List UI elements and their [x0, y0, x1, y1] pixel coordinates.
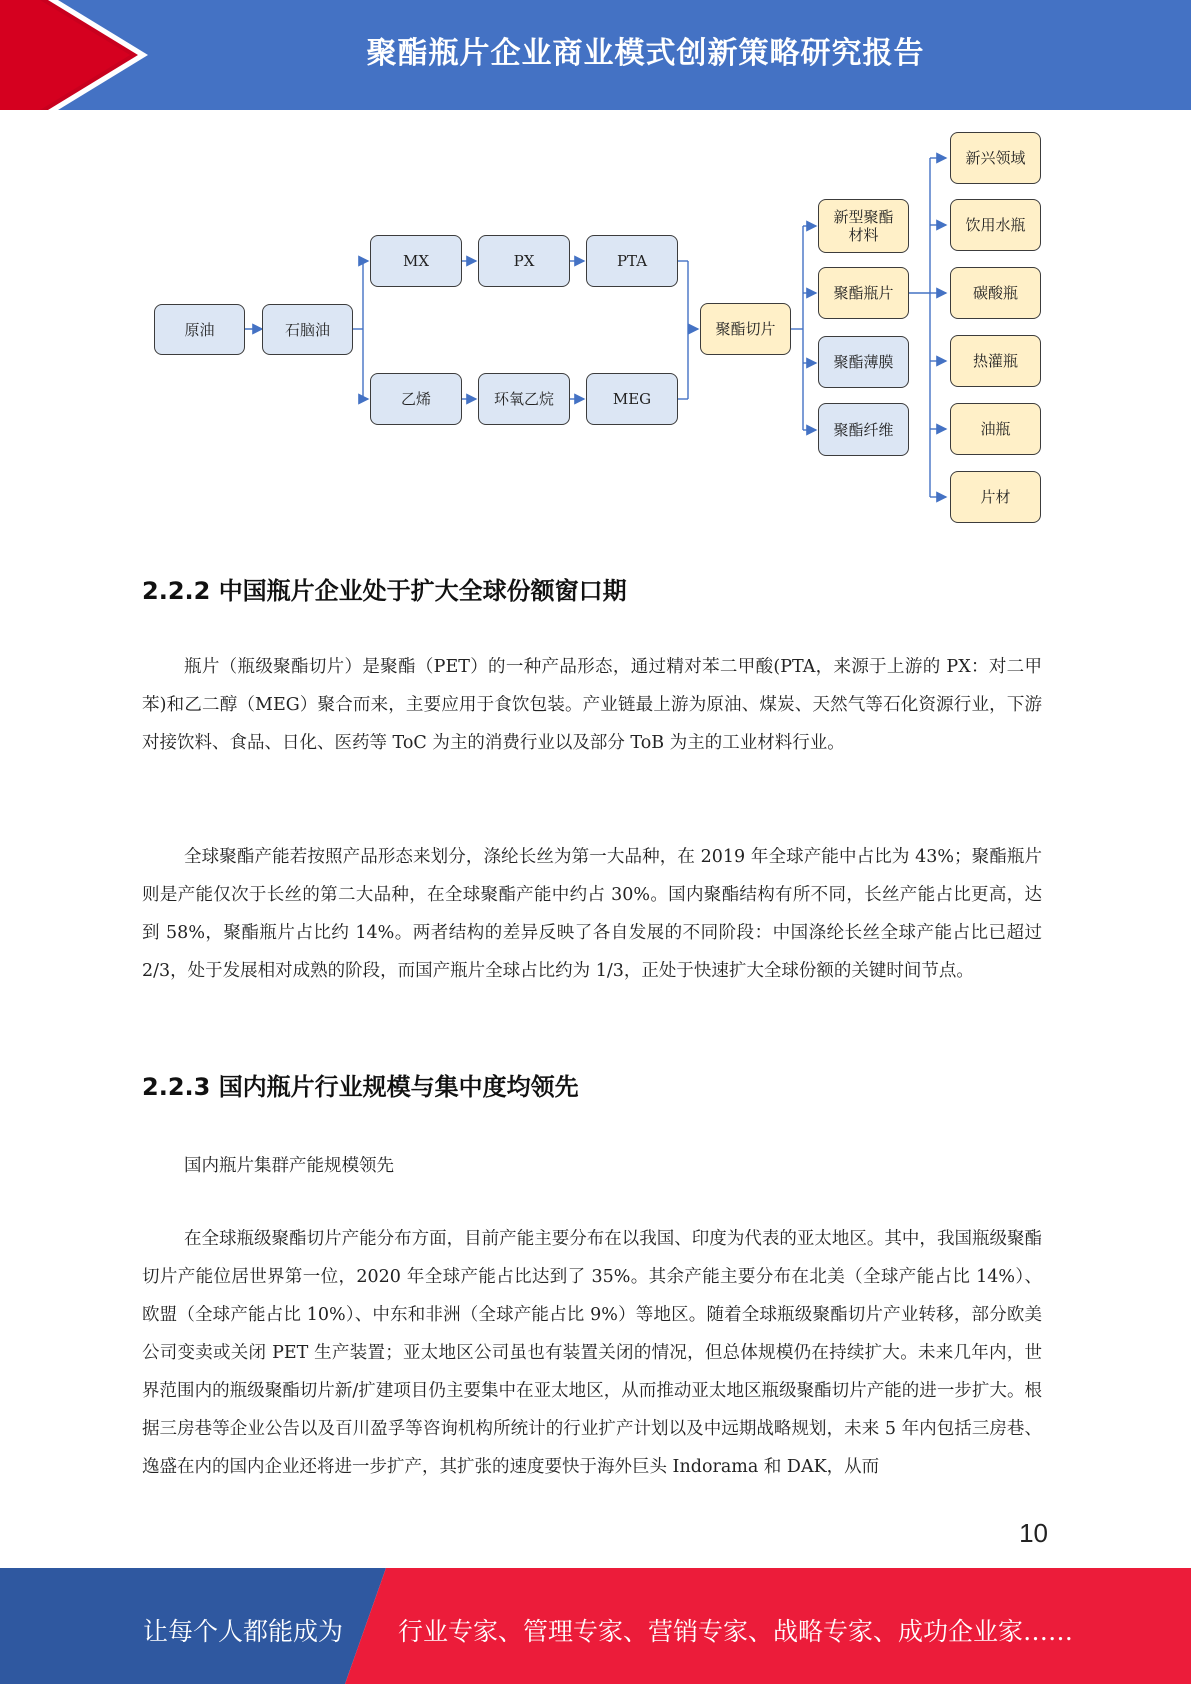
node-naphtha: 石脑油 — [262, 304, 353, 355]
node-pta: PTA — [586, 235, 678, 287]
node-drinking-water-bottle: 饮用水瓶 — [950, 199, 1041, 251]
page-number: 10 — [1019, 1518, 1048, 1548]
page-footer — [0, 1568, 1191, 1684]
node-emerging-fields: 新兴领域 — [950, 132, 1041, 184]
page-header — [0, 0, 1191, 110]
node-ethylene: 乙烯 — [370, 373, 462, 425]
industry-chain-diagram — [150, 125, 1050, 535]
section-222-paragraph-2: 全球聚酯产能若按照产品形态来划分，涤纶长丝为第一大品种，在 2019 年全球产能中占比为 43%；聚酯瓶片则是产能仅次于长丝的第二大品种，在全球聚酯产能中约占 30%。国内聚酯结构有所不同，长丝产能占比更高，达到 58%，聚酯瓶片占比约 14%。两者结构的差异反映了各自发展的不同阶段：中国涤纶长丝全球产能占比已超过 2/3，处于发展相对成熟的阶段，而国产瓶片全球占比约为 1/3，正处于快速扩大全球份额的关键时间节点。 — [142, 847, 1042, 981]
node-meg: MEG — [586, 373, 678, 425]
section-223-subheading: 国内瓶片集群产能规模领先 — [184, 1156, 394, 1176]
node-sheet: 片材 — [950, 471, 1041, 523]
footer-slogan-left: 让每个人都能成为 — [143, 1617, 344, 1646]
node-mx: MX — [370, 235, 462, 287]
section-heading-222: 2.2.2 中国瓶片企业处于扩大全球份额窗口期 — [142, 577, 627, 605]
node-polyester-bottle-chips: 聚酯瓶片 — [818, 267, 909, 319]
node-px: PX — [478, 235, 570, 287]
footer-slogan-right: 行业专家、管理专家、营销专家、战略专家、成功企业家…… — [398, 1617, 1074, 1646]
section-223-paragraph-1: 在全球瓶级聚酯切片产能分布方面，目前产能主要分布在以我国、印度为代表的亚太地区。其中，我国瓶级聚酯切片产能位居世界第一位，2020 年全球产能占比达到了 35%。其余产能主要分布在北美（全球产能占比 14%）、欧盟（全球产能占比 10%）、中东和非洲（全球产能占比 9%）等地区。随着全球瓶级聚酯切片产业转移，部分欧美公司变卖或关闭 PET 生产装置；亚太地区公司虽也有装置关闭的情况，但总体规模仍在持续扩大。未来几年内，世界范围内的瓶级聚酯切片新/扩建项目仍主要集中在亚太地区，从而推动亚太地区瓶级聚酯切片产能的进一步扩大。根据三房巷等企业公告以及百川盈孚等咨询机构所统计的行业扩产计划以及中远期战略规划，未来 5 年内包括三房巷、逸盛在内的国内企业还将进一步扩产，其扩张的速度要快于海外巨头 Indorama 和 DAK，从而 — [142, 1229, 1042, 1477]
node-polyester-fiber: 聚酯纤维 — [818, 403, 909, 456]
section-heading-223: 2.2.3 国内瓶片行业规模与集中度均领先 — [142, 1073, 579, 1101]
node-polyester-chips: 聚酯切片 — [700, 303, 791, 355]
node-hot-fill-bottle: 热灌瓶 — [950, 335, 1041, 387]
section-222-paragraph-1: 瓶片（瓶级聚酯切片）是聚酯（PET）的一种产品形态，通过精对苯二甲酸(PTA，来源于上游的 PX：对二甲苯)和乙二醇（MEG）聚合而来，主要应用于食饮包装。产业链最上游为原油、煤炭、天然气等石化资源行业，下游对接饮料、食品、日化、医药等 ToC 为主的消费行业以及部分 ToB 为主的工业材料行业。 — [142, 657, 1042, 753]
node-oil-bottle: 油瓶 — [950, 403, 1041, 455]
node-crude-oil: 原油 — [154, 304, 245, 355]
node-polyester-film: 聚酯薄膜 — [818, 336, 909, 388]
node-ethylene-oxide: 环氧乙烷 — [478, 373, 570, 425]
node-carbonated-bottle: 碳酸瓶 — [950, 267, 1041, 319]
report-title: 聚酯瓶片企业商业模式创新策略研究报告 — [366, 36, 925, 71]
node-new-polyester-material: 新型聚酯材料 — [818, 199, 909, 253]
